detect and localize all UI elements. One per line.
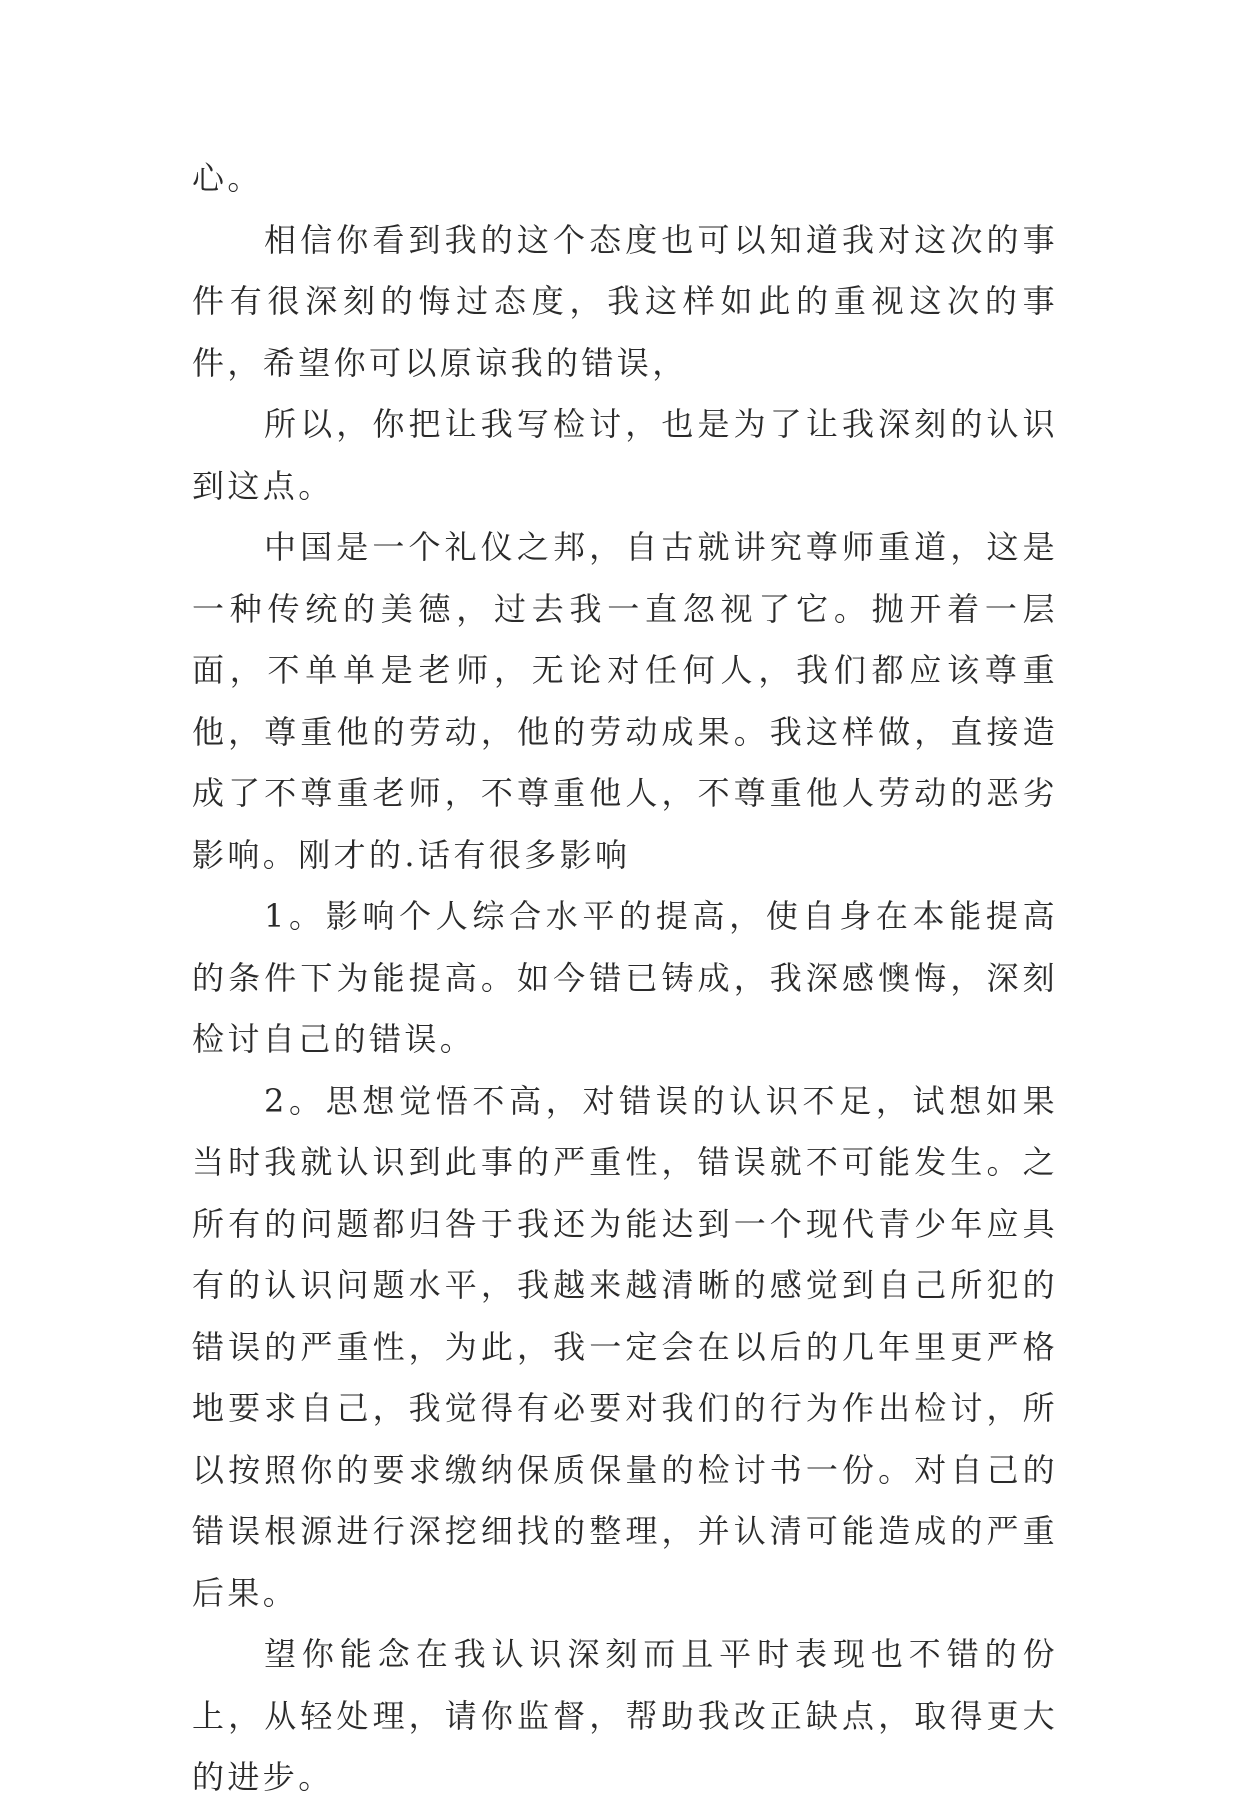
- paragraph-2: 相信你看到我的这个态度也可以知道我对这次的事件有很深刻的悔过态度，我这样如此的重视这次的事件，希望你可以原谅我的错误，: [192, 220, 1058, 382]
- paragraph-6: 2。思想觉悟不高，对错误的认识不足，试想如果当时我就认识到此事的严重性，错误就不可能发生。之所有的问题都归咎于我还为能达到一个现代青少年应具有的认识问题水平，我越来越清晰的感觉到自己所犯的错误的严重性，为此，我一定会在以后的几年里更严格地要求自己，我觉得有必要对我们的行为作出检讨，所以按照你的要求缴纳保质保量的检讨书一份。对自己的错误根源进行深挖细找的整理，并认清可能造成的严重后果。: [192, 1081, 1058, 1612]
- paragraph-1: 心。: [192, 159, 263, 197]
- paragraph-7: 望你能念在我认识深刻而且平时表现也不错的份上，从轻处理，请你监督，帮助我改正缺点，取得更大的进步。: [192, 1635, 1058, 1796]
- paragraph-4: 中国是一个礼仪之邦，自古就讲究尊师重道，这是一种传统的美德，过去我一直忽视了它。抛开着一层面，不单单是老师，无论对任何人，我们都应该尊重他，尊重他的劳动，他的劳动成果。我这样做，直接造成了不尊重老师，不尊重他人，不尊重他人劳动的恶劣影响。刚才的.话有很多影响: [192, 528, 1058, 874]
- document-body: [192, 148, 1058, 1809]
- paragraph-5: 1。影响个人综合水平的提高，使自身在本能提高的条件下为能提高。如今错已铸成，我深感懊悔，深刻检讨自己的错误。: [192, 897, 1058, 1058]
- paragraph-3: 所以，你把让我写检讨，也是为了让我深刻的认识到这点。: [192, 405, 1058, 505]
